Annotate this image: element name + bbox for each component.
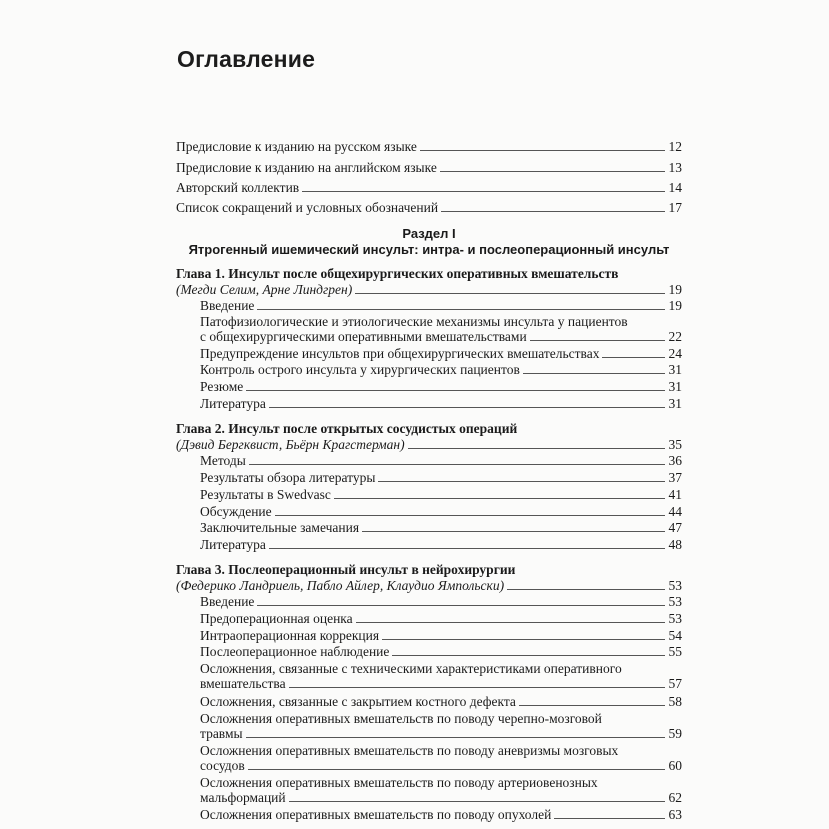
leader-dots (507, 589, 665, 590)
toc-entry-label: Заключительные замечания (200, 520, 360, 535)
leader-dots (602, 357, 665, 358)
leader-dots (356, 622, 665, 623)
toc-entry-label: Методы (200, 453, 246, 468)
leader-dots (530, 340, 665, 341)
toc-entry-page: 58 (668, 694, 682, 709)
leader-dots (302, 191, 665, 192)
toc-entry-label: Авторский коллектив (176, 180, 300, 195)
leader-dots (392, 655, 665, 656)
toc-entry-page: 31 (668, 396, 682, 411)
toc-entry-page: 63 (668, 807, 682, 822)
toc-entry-label: Результаты в Swedvasc (200, 487, 331, 502)
toc-entry[interactable] (200, 470, 682, 485)
toc-entry-authors[interactable] (176, 180, 682, 195)
section-title: Ятрогенный ишемический инсульт: интра- и послеоперационный инсульт (188, 242, 670, 257)
toc-entry-page: 31 (668, 362, 682, 377)
toc-entry-page: 53 (668, 611, 682, 626)
chapter-title[interactable]: Глава 3. Послеоперационный инсульт в нейрохирургии (176, 562, 516, 577)
toc-entry-page: 19 (668, 298, 682, 313)
leader-dots (378, 481, 665, 482)
page-title: Оглавление (177, 46, 316, 72)
leader-dots (289, 801, 665, 802)
toc-entry[interactable] (200, 611, 682, 626)
toc-entry-page: 54 (668, 628, 682, 643)
leader-dots (275, 515, 665, 516)
leader-dots (382, 639, 665, 640)
toc-entry-label: Список сокращений и условных обозначений (176, 200, 439, 215)
leader-dots (269, 548, 665, 549)
leader-dots (362, 531, 665, 532)
toc-entry[interactable] (200, 711, 682, 741)
toc-entry[interactable] (200, 775, 682, 805)
leader-dots (334, 498, 665, 499)
toc-entry-label: Обсуждение (200, 504, 272, 519)
toc-entry-page: 55 (668, 644, 682, 659)
authors-label: (Мегди Селим, Арне Линдгрен) (176, 282, 353, 297)
toc-entry-page: 24 (668, 346, 682, 361)
chapter-authors (176, 578, 682, 593)
toc-entry-label: Предупреждение инсультов при общехирургических вмешательствах (200, 346, 600, 361)
toc-entry-page: 59 (668, 726, 682, 741)
chapter-title[interactable]: Глава 1. Инсульт после общехирургических оперативных вмешательств (176, 266, 619, 281)
toc-entry-page: 13 (668, 160, 682, 175)
chapter-authors (176, 437, 682, 452)
toc-entry-page: 35 (668, 437, 682, 452)
toc-entry-label: Предисловие к изданию на английском языке (176, 160, 437, 175)
toc-entry-label: Резюме (200, 379, 244, 394)
toc-entry-foreword-ru[interactable] (176, 139, 682, 154)
leader-dots (249, 464, 665, 465)
authors-label: (Дэвид Бергквист, Бьёрн Крагстерман) (176, 437, 405, 452)
section-label: Раздел I (402, 226, 456, 241)
toc-entry-label: Послеоперационное наблюдение (200, 644, 390, 659)
toc-entry-label: Введение (200, 298, 255, 313)
toc-entry-label: Осложнения оперативных вмешательств по поводу артериовенозных (200, 775, 598, 790)
toc-entry-label: Литература (200, 396, 266, 411)
toc-entry-label: Патофизиологические и этиологические механизмы инсульта у пациентов (200, 314, 628, 329)
leader-dots (440, 171, 665, 172)
toc-entry-label-cont: с общехирургическими оперативными вмешательствами (200, 329, 527, 344)
toc-entry-label: Введение (200, 594, 255, 609)
leader-dots (355, 293, 665, 294)
toc-entry-label: Осложнения, связанные с закрытием костного дефекта (200, 694, 516, 709)
toc-entry[interactable] (200, 379, 682, 394)
toc-entry-page: 47 (668, 520, 682, 535)
toc-entry-label: Осложнения, связанные с техническими характеристиками оперативного (200, 661, 622, 676)
toc-entry-page: 36 (668, 453, 682, 468)
toc-entry-page: 14 (668, 180, 682, 195)
toc-entry-page: 37 (668, 470, 682, 485)
toc-entry-label-cont: мальформаций (200, 790, 286, 805)
toc-entry-label: Предоперационная оценка (200, 611, 353, 626)
leader-dots (441, 211, 665, 212)
toc-entry-page: 19 (668, 282, 682, 297)
toc-entry-page: 53 (668, 594, 682, 609)
toc-entry-page: 62 (668, 790, 682, 805)
toc-entry[interactable] (200, 396, 682, 411)
toc-entry[interactable] (200, 453, 682, 468)
toc-entry[interactable] (200, 346, 682, 361)
leader-dots (519, 705, 665, 706)
toc-entry-label: Интраоперационная коррекция (200, 628, 380, 643)
leader-dots (248, 769, 665, 770)
toc-entry[interactable] (200, 504, 682, 519)
toc-entry-foreword-en[interactable] (176, 160, 682, 175)
leader-dots (246, 390, 665, 391)
toc-entry[interactable] (200, 743, 682, 773)
toc-entry-page: 41 (668, 487, 682, 502)
toc-entry[interactable] (200, 314, 682, 344)
toc-entry-label-cont: вмешательства (200, 676, 286, 691)
chapter-authors (176, 282, 682, 297)
leader-dots (257, 605, 665, 606)
leader-dots (408, 448, 665, 449)
toc-entry-page: 12 (668, 139, 682, 154)
toc-entry-label: Литература (200, 537, 266, 552)
toc-entry-label-cont: сосудов (200, 758, 245, 773)
toc-entry-page: 22 (668, 329, 682, 344)
toc-entry[interactable] (200, 298, 682, 313)
toc-entry[interactable] (200, 537, 682, 552)
toc-entry-page: 57 (668, 676, 682, 691)
leader-dots (289, 687, 665, 688)
toc-entry-label: Результаты обзора литературы (200, 470, 376, 485)
toc-entry-label: Контроль острого инсульта у хирургических пациентов (200, 362, 520, 377)
toc-entry[interactable] (200, 661, 682, 691)
leader-dots (257, 309, 665, 310)
toc-entry-page: 60 (668, 758, 682, 773)
leader-dots (269, 407, 665, 408)
toc-entry-label: Осложнения оперативных вмешательств по поводу опухолей (200, 807, 552, 822)
toc-entry-label: Осложнения оперативных вмешательств по поводу черепно-мозговой (200, 711, 602, 726)
toc-entry-page: 48 (668, 537, 682, 552)
leader-dots (554, 818, 665, 819)
leader-dots (420, 150, 665, 151)
toc-entry[interactable] (200, 694, 682, 709)
toc-entry-page: 31 (668, 379, 682, 394)
toc-entry[interactable] (200, 628, 682, 643)
toc-entry-abbreviations[interactable] (176, 200, 682, 215)
leader-dots (246, 737, 665, 738)
toc-entry-page: 44 (668, 504, 682, 519)
toc-entry-label-cont: травмы (200, 726, 243, 741)
toc-entry[interactable] (200, 807, 682, 822)
authors-label: (Федерико Ландриель, Пабло Айлер, Клаудио Ямпольски) (176, 578, 505, 593)
toc-entry-label: Предисловие к изданию на русском языке (176, 139, 417, 154)
toc-entry[interactable] (200, 487, 682, 502)
toc-entry-page: 53 (668, 578, 682, 593)
toc-entry-page: 17 (668, 200, 682, 215)
toc-entry[interactable] (200, 594, 682, 609)
toc-entry[interactable] (200, 644, 682, 659)
chapter-title[interactable]: Глава 2. Инсульт после открытых сосудистых операций (176, 421, 518, 436)
toc-entry[interactable] (200, 520, 682, 535)
toc-entry-label: Осложнения оперативных вмешательств по поводу аневризмы мозговых (200, 743, 619, 758)
leader-dots (523, 373, 665, 374)
toc-entry[interactable] (200, 362, 682, 377)
